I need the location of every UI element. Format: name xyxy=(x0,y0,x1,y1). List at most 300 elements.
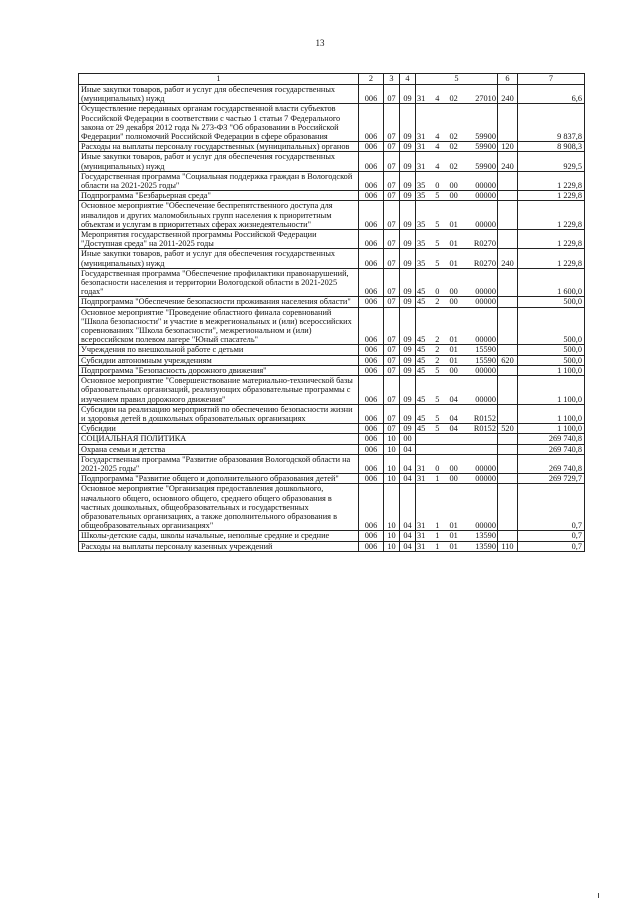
target-article-part: 59900 xyxy=(475,161,496,171)
target-article-part: 01 xyxy=(449,355,458,365)
row-name: Осуществление переданных органам государственной власти субъектов Российской Федерации в соответствии с частью 1 статьи 7 Федерального закона от 29 декабря 2012 года № 273-ФЗ "Об образовании в Российской Федерации" полномочий Российской Федерации в сфере образования xyxy=(79,104,359,142)
row-target-article xyxy=(416,249,498,268)
target-article-part: 45 xyxy=(417,424,426,434)
row-name: Учреждения по внешкольной работе с детьми xyxy=(79,345,359,355)
target-article-parts xyxy=(417,239,496,248)
row-name: Государственная программа "Обеспечение профилактики правонарушений, безопасности населения и территории Вологодской области в 2021-2025 годах" xyxy=(79,268,359,297)
row-expense-type xyxy=(498,404,518,423)
row-subsection-code: 09 xyxy=(400,249,416,268)
target-article-part: 04 xyxy=(449,394,458,404)
target-article-parts xyxy=(417,335,496,344)
table-row xyxy=(79,345,585,355)
row-section-code: 07 xyxy=(384,345,400,355)
row-target-article xyxy=(416,345,498,355)
target-article-part: 01 xyxy=(449,521,458,531)
row-expense-type xyxy=(498,191,518,201)
row-target-article xyxy=(416,376,498,405)
target-article-part: 2 xyxy=(435,345,440,355)
row-subsection-code: 09 xyxy=(400,365,416,375)
row-amount: 929,5 xyxy=(518,152,585,171)
row-admin-code: 006 xyxy=(359,454,384,473)
row-expense-type: 110 xyxy=(498,541,518,551)
table-row xyxy=(79,307,585,345)
row-admin-code: 006 xyxy=(359,541,384,551)
row-target-article xyxy=(416,404,498,423)
row-expense-type: 620 xyxy=(498,355,518,365)
target-article-part: 5 xyxy=(435,413,440,423)
row-amount: 500,0 xyxy=(518,297,585,307)
row-name: Государственная программа "Развитие образования Вологодской области на 2021-2025 годы" xyxy=(79,454,359,473)
row-target-article xyxy=(416,201,498,230)
target-article-part: 02 xyxy=(449,142,458,152)
target-article-part: 00 xyxy=(449,463,458,473)
target-article-part: 04 xyxy=(449,424,458,434)
column-number-row xyxy=(79,74,585,85)
target-article-part: 1 xyxy=(435,521,440,531)
target-article-part: 13590 xyxy=(475,541,496,551)
row-expense-type: 240 xyxy=(498,85,518,104)
target-article-part: 2 xyxy=(435,355,440,365)
row-admin-code: 006 xyxy=(359,444,384,454)
target-article-part: 45 xyxy=(417,287,426,297)
row-expense-type xyxy=(498,365,518,375)
column-number: 4 xyxy=(400,74,416,85)
row-amount: 9 837,8 xyxy=(518,104,585,142)
target-article-parts xyxy=(417,191,496,200)
table-row xyxy=(79,484,585,531)
row-amount: 1 229,8 xyxy=(518,249,585,268)
row-subsection-code: 09 xyxy=(400,297,416,307)
row-target-article xyxy=(416,191,498,201)
target-article-part: 5 xyxy=(435,424,440,434)
table-row xyxy=(79,355,585,365)
row-subsection-code: 09 xyxy=(400,191,416,201)
row-section-code: 10 xyxy=(384,434,400,444)
target-article-part: 00 xyxy=(449,287,458,297)
target-article-part: 5 xyxy=(435,239,440,249)
table-row xyxy=(79,249,585,268)
target-article-part: 00000 xyxy=(475,287,496,297)
row-amount: 1 100,0 xyxy=(518,376,585,405)
target-article-part: 31 xyxy=(417,474,426,484)
target-article-part: 00 xyxy=(449,474,458,484)
row-name: Субсидии на реализацию мероприятий по обеспечению безопасности жизни и здоровья детей в дошкольных образовательных организациях xyxy=(79,404,359,423)
target-article-part: 35 xyxy=(417,219,426,229)
row-target-article xyxy=(416,268,498,297)
row-section-code: 07 xyxy=(384,142,400,152)
target-article-part: 00000 xyxy=(475,191,496,201)
row-expense-type xyxy=(498,307,518,345)
target-article-parts xyxy=(417,220,496,229)
row-amount: 0,7 xyxy=(518,531,585,541)
target-article-part: 4 xyxy=(435,161,440,171)
row-amount: 269 740,8 xyxy=(518,434,585,444)
row-expense-type xyxy=(498,297,518,307)
table-row xyxy=(79,444,585,454)
row-expense-type xyxy=(498,230,518,249)
target-article-part: 5 xyxy=(435,365,440,375)
row-name: Государственная программа "Социальная поддержка граждан в Вологодской области на 2021-2025 годы" xyxy=(79,171,359,190)
row-target-article xyxy=(416,230,498,249)
target-article-parts xyxy=(417,356,496,365)
table-row xyxy=(79,142,585,152)
row-target-article xyxy=(416,142,498,152)
row-admin-code: 006 xyxy=(359,434,384,444)
target-article-part: R0152 xyxy=(473,424,496,434)
target-article-part: 02 xyxy=(449,94,458,104)
row-expense-type xyxy=(498,376,518,405)
row-amount: 269 729,7 xyxy=(518,474,585,484)
target-article-part: 31 xyxy=(417,531,426,541)
row-admin-code: 006 xyxy=(359,424,384,434)
row-name: Охрана семьи и детства xyxy=(79,444,359,454)
target-article-part: 45 xyxy=(417,297,426,307)
target-article-part: 45 xyxy=(417,345,426,355)
row-subsection-code: 09 xyxy=(400,152,416,171)
row-section-code: 07 xyxy=(384,104,400,142)
row-name: Подпрограмма "Безопасность дорожного движения" xyxy=(79,365,359,375)
target-article-part: 00 xyxy=(449,297,458,307)
target-article-part: 15590 xyxy=(475,355,496,365)
target-article-part: 00 xyxy=(449,365,458,375)
row-section-code: 10 xyxy=(384,454,400,473)
row-admin-code: 006 xyxy=(359,268,384,297)
table-row xyxy=(79,85,585,104)
row-expense-type: 120 xyxy=(498,142,518,152)
column-number: 6 xyxy=(498,74,518,85)
row-subsection-code: 09 xyxy=(400,171,416,190)
target-article-part: R0270 xyxy=(473,239,496,249)
row-name: Иные закупки товаров, работ и услуг для обеспечения государственных (муниципальных) нужд xyxy=(79,249,359,268)
target-article-parts xyxy=(417,521,496,530)
row-expense-type xyxy=(498,531,518,541)
table-row xyxy=(79,104,585,142)
target-article-part: 00000 xyxy=(475,181,496,191)
page-number: 13 xyxy=(315,38,325,48)
row-section-code: 07 xyxy=(384,297,400,307)
row-section-code: 07 xyxy=(384,201,400,230)
target-article-part: 0 xyxy=(435,287,440,297)
row-name: Мероприятия государственной программы Российской Федерации "Доступная среда" на 2011-2025 годы xyxy=(79,230,359,249)
table-row xyxy=(79,365,585,375)
row-amount: 1 229,8 xyxy=(518,171,585,190)
row-section-code: 07 xyxy=(384,424,400,434)
column-number: 7 xyxy=(518,74,585,85)
row-section-code: 07 xyxy=(384,171,400,190)
row-name: Подпрограмма "Развитие общего и дополнительного образования детей" xyxy=(79,474,359,484)
row-subsection-code: 00 xyxy=(400,434,416,444)
target-article-parts xyxy=(417,395,496,404)
target-article-part: 01 xyxy=(449,345,458,355)
row-amount: 500,0 xyxy=(518,345,585,355)
row-subsection-code: 09 xyxy=(400,85,416,104)
row-section-code: 07 xyxy=(384,376,400,405)
table-row xyxy=(79,434,585,444)
target-article-part: R0270 xyxy=(473,258,496,268)
target-article-part: 01 xyxy=(449,531,458,541)
row-admin-code: 006 xyxy=(359,171,384,190)
target-article-part: 31 xyxy=(417,94,426,104)
row-amount: 0,7 xyxy=(518,541,585,551)
target-article-part: 00000 xyxy=(475,219,496,229)
row-target-article xyxy=(416,171,498,190)
row-subsection-code: 04 xyxy=(400,444,416,454)
row-amount: 1 229,8 xyxy=(518,201,585,230)
row-name: Основное мероприятие "Проведение областного финала соревнований "Школа безопасности" и участие в межрегиональных и (или) всероссийских соревнованиях "Школа безопасности", межрегиональном и (или) всероссийском полевом лагере "Юный спасатель" xyxy=(79,307,359,345)
target-article-part: 27010 xyxy=(475,94,496,104)
target-article-part: 1 xyxy=(435,474,440,484)
column-number: 1 xyxy=(79,74,359,85)
row-name: Расходы на выплаты персоналу казенных учреждений xyxy=(79,541,359,551)
row-expense-type xyxy=(498,484,518,531)
table-row xyxy=(79,201,585,230)
table-row xyxy=(79,474,585,484)
row-expense-type: 240 xyxy=(498,249,518,268)
target-article-part: 5 xyxy=(435,258,440,268)
row-admin-code: 006 xyxy=(359,191,384,201)
target-article-part: 0 xyxy=(435,463,440,473)
row-expense-type xyxy=(498,104,518,142)
row-subsection-code: 09 xyxy=(400,201,416,230)
row-section-code: 07 xyxy=(384,365,400,375)
row-amount: 269 740,8 xyxy=(518,454,585,473)
row-section-code: 07 xyxy=(384,191,400,201)
target-article-part: 59900 xyxy=(475,142,496,152)
row-name: Школы-детские сады, школы начальные, неполные средние и средние xyxy=(79,531,359,541)
column-number: 2 xyxy=(359,74,384,85)
target-article-parts xyxy=(417,287,496,296)
row-target-article xyxy=(416,424,498,434)
target-article-parts xyxy=(417,142,496,151)
row-section-code: 07 xyxy=(384,85,400,104)
target-article-part: 45 xyxy=(417,394,426,404)
row-subsection-code: 09 xyxy=(400,104,416,142)
target-article-part: 01 xyxy=(449,258,458,268)
row-target-article xyxy=(416,454,498,473)
target-article-part: 31 xyxy=(417,541,426,551)
row-amount: 1 100,0 xyxy=(518,404,585,423)
target-article-parts xyxy=(417,464,496,473)
target-article-parts xyxy=(417,162,496,171)
target-article-part: 45 xyxy=(417,335,426,345)
row-subsection-code: 04 xyxy=(400,454,416,473)
table-row xyxy=(79,171,585,190)
row-admin-code: 006 xyxy=(359,484,384,531)
target-article-part: 04 xyxy=(449,413,458,423)
target-article-part: 35 xyxy=(417,181,426,191)
row-name: Субсидии xyxy=(79,424,359,434)
row-section-code: 07 xyxy=(384,230,400,249)
target-article-part: 02 xyxy=(449,132,458,142)
row-subsection-code: 09 xyxy=(400,355,416,365)
table-row xyxy=(79,404,585,423)
row-expense-type xyxy=(498,454,518,473)
target-article-part: 01 xyxy=(449,541,458,551)
row-amount: 1 100,0 xyxy=(518,424,585,434)
row-admin-code: 006 xyxy=(359,142,384,152)
row-admin-code: 006 xyxy=(359,404,384,423)
row-subsection-code: 09 xyxy=(400,376,416,405)
row-admin-code: 006 xyxy=(359,249,384,268)
row-target-article xyxy=(416,474,498,484)
target-article-parts xyxy=(417,424,496,433)
row-subsection-code: 09 xyxy=(400,424,416,434)
row-section-code: 07 xyxy=(384,152,400,171)
target-article-parts xyxy=(417,366,496,375)
target-article-part: 01 xyxy=(449,335,458,345)
column-number: 5 xyxy=(416,74,498,85)
target-article-part: 35 xyxy=(417,239,426,249)
row-expense-type xyxy=(498,171,518,190)
row-target-article xyxy=(416,434,498,444)
target-article-part: 5 xyxy=(435,191,440,201)
target-article-part: R0152 xyxy=(473,413,496,423)
row-admin-code: 006 xyxy=(359,85,384,104)
row-amount: 1 229,8 xyxy=(518,191,585,201)
table-row xyxy=(79,424,585,434)
target-article-part: 45 xyxy=(417,413,426,423)
row-target-article xyxy=(416,104,498,142)
row-expense-type: 520 xyxy=(498,424,518,434)
target-article-part: 45 xyxy=(417,365,426,375)
target-article-parts xyxy=(417,297,496,306)
row-section-code: 10 xyxy=(384,474,400,484)
row-target-article xyxy=(416,531,498,541)
target-article-part: 00000 xyxy=(475,463,496,473)
row-admin-code: 006 xyxy=(359,297,384,307)
row-amount: 8 908,3 xyxy=(518,142,585,152)
table-row xyxy=(79,230,585,249)
row-target-article xyxy=(416,85,498,104)
target-article-part: 45 xyxy=(417,355,426,365)
row-subsection-code: 09 xyxy=(400,345,416,355)
row-amount: 6,6 xyxy=(518,85,585,104)
target-article-parts xyxy=(417,531,496,540)
target-article-parts xyxy=(417,94,496,103)
table-body xyxy=(79,74,585,552)
target-article-part: 0 xyxy=(435,181,440,191)
row-name: Иные закупки товаров, работ и услуг для обеспечения государственных (муниципальных) нужд xyxy=(79,152,359,171)
table-row xyxy=(79,454,585,473)
row-admin-code: 006 xyxy=(359,201,384,230)
row-subsection-code: 09 xyxy=(400,307,416,345)
row-subsection-code: 04 xyxy=(400,484,416,531)
target-article-part: 4 xyxy=(435,94,440,104)
row-target-article xyxy=(416,307,498,345)
row-name: Субсидии автономным учреждениям xyxy=(79,355,359,365)
table-row xyxy=(79,531,585,541)
row-amount: 1 600,0 xyxy=(518,268,585,297)
target-article-part: 5 xyxy=(435,219,440,229)
row-name: СОЦИАЛЬНАЯ ПОЛИТИКА xyxy=(79,434,359,444)
row-admin-code: 006 xyxy=(359,307,384,345)
target-article-part: 31 xyxy=(417,132,426,142)
row-name: Основное мероприятие "Организация предоставления дошкольного, начального общего, основного общего, среднего общего образования в частных дошкольных, общеобразовательных и государственных образовательных организациях, а также дополнительного образования в общеобразовательных организациях" xyxy=(79,484,359,531)
row-amount: 1 100,0 xyxy=(518,365,585,375)
target-article-part: 00000 xyxy=(475,394,496,404)
row-admin-code: 006 xyxy=(359,345,384,355)
row-amount: 269 740,8 xyxy=(518,444,585,454)
target-article-part: 00000 xyxy=(475,365,496,375)
target-article-part: 4 xyxy=(435,142,440,152)
row-subsection-code: 09 xyxy=(400,142,416,152)
budget-table xyxy=(78,73,585,552)
row-name: Основное мероприятие "Совершенствование материально-технической базы образовательных организаций, реализующих образовательные программы с изучением правил дорожного движения" xyxy=(79,376,359,405)
row-subsection-code: 09 xyxy=(400,404,416,423)
row-admin-code: 006 xyxy=(359,230,384,249)
row-expense-type xyxy=(498,444,518,454)
row-subsection-code: 09 xyxy=(400,268,416,297)
row-admin-code: 006 xyxy=(359,152,384,171)
row-admin-code: 006 xyxy=(359,355,384,365)
row-subsection-code: 04 xyxy=(400,541,416,551)
row-name: Иные закупки товаров, работ и услуг для обеспечения государственных (муниципальных) нужд xyxy=(79,85,359,104)
row-amount: 500,0 xyxy=(518,355,585,365)
row-target-article xyxy=(416,484,498,531)
row-target-article xyxy=(416,297,498,307)
row-target-article xyxy=(416,152,498,171)
table-row xyxy=(79,376,585,405)
target-article-part: 31 xyxy=(417,161,426,171)
row-expense-type xyxy=(498,474,518,484)
target-article-parts xyxy=(417,259,496,268)
row-subsection-code: 04 xyxy=(400,474,416,484)
target-article-part: 35 xyxy=(417,258,426,268)
row-amount: 500,0 xyxy=(518,307,585,345)
row-name: Основное мероприятие "Обеспечение беспрепятственного доступа для инвалидов и других маломобильных групп населения к приоритетным объектам и услугам в приоритетных сферах жизнедеятельности" xyxy=(79,201,359,230)
target-article-part: 5 xyxy=(435,394,440,404)
target-article-part: 31 xyxy=(417,521,426,531)
target-article-part: 1 xyxy=(435,531,440,541)
target-article-parts xyxy=(417,181,496,190)
target-article-part: 00000 xyxy=(475,474,496,484)
row-admin-code: 006 xyxy=(359,474,384,484)
row-admin-code: 006 xyxy=(359,531,384,541)
row-section-code: 07 xyxy=(384,249,400,268)
table-row xyxy=(79,297,585,307)
row-name: Подпрограмма "Обеспечение безопасности проживания населения области" xyxy=(79,297,359,307)
target-article-part: 1 xyxy=(435,541,440,551)
row-target-article xyxy=(416,365,498,375)
table-row xyxy=(79,268,585,297)
row-section-code: 10 xyxy=(384,484,400,531)
row-amount: 0,7 xyxy=(518,484,585,531)
target-article-part: 59900 xyxy=(475,132,496,142)
target-article-part: 00000 xyxy=(475,297,496,307)
row-amount: 1 229,8 xyxy=(518,230,585,249)
row-section-code: 07 xyxy=(384,268,400,297)
target-article-parts xyxy=(417,345,496,354)
column-number: 3 xyxy=(384,74,400,85)
row-section-code: 10 xyxy=(384,531,400,541)
target-article-part: 00000 xyxy=(475,335,496,345)
budget-table-sheet xyxy=(78,73,584,552)
row-section-code: 10 xyxy=(384,541,400,551)
row-target-article xyxy=(416,541,498,551)
row-name: Подпрограмма "Безбарьерная среда" xyxy=(79,191,359,201)
row-expense-type xyxy=(498,268,518,297)
target-article-part: 31 xyxy=(417,463,426,473)
target-article-parts xyxy=(417,474,496,483)
row-subsection-code: 09 xyxy=(400,230,416,249)
row-section-code: 10 xyxy=(384,444,400,454)
row-target-article xyxy=(416,444,498,454)
row-admin-code: 006 xyxy=(359,376,384,405)
target-article-part: 01 xyxy=(449,219,458,229)
table-row xyxy=(79,152,585,171)
row-section-code: 07 xyxy=(384,355,400,365)
table-row xyxy=(79,191,585,201)
